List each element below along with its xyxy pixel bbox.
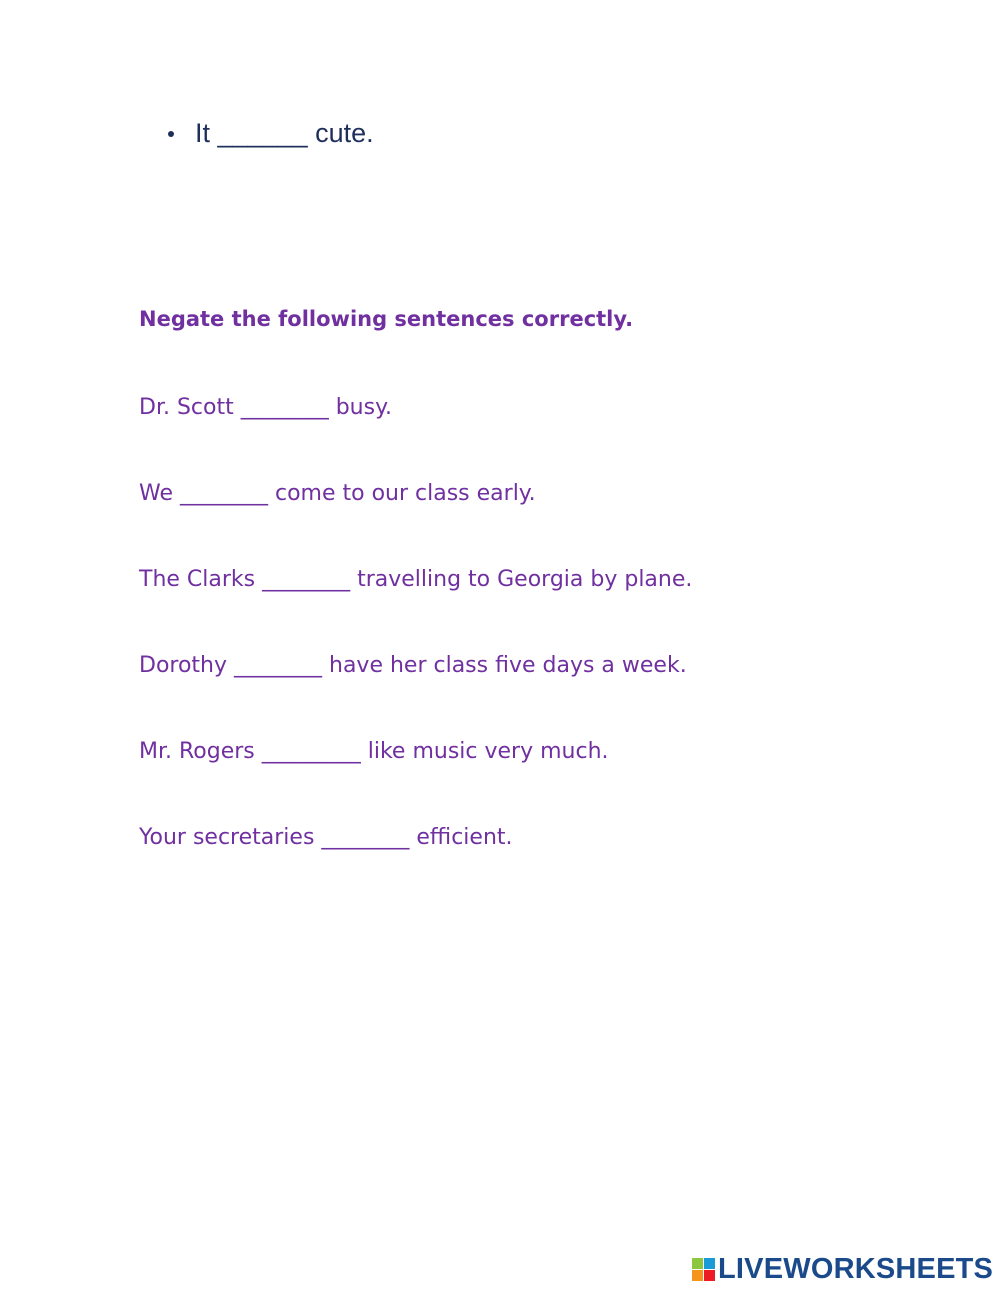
exercise-instruction: Negate the following sentences correctly. — [139, 307, 634, 331]
sentence-item: Mr. Rogers _________ like music very much. — [139, 739, 609, 764]
bullet-list-item — [168, 118, 374, 149]
liveworksheets-logo-icon — [692, 1258, 715, 1281]
sentence-list — [139, 393, 692, 909]
sentence-item: The Clarks ________ travelling to Georgia by plane. — [139, 567, 693, 592]
liveworksheets-logo — [692, 1253, 993, 1285]
logo-block — [704, 1258, 715, 1269]
sentence-item: We ________ come to our class early. — [139, 481, 536, 506]
bullet-dot-icon — [168, 131, 174, 137]
sentence-item: Your secretaries ________ efficient. — [139, 825, 513, 850]
logo-wordmark: LIVEWORKSHEETS — [718, 1252, 994, 1285]
bullet-item-text: It ______ cute. — [195, 118, 374, 148]
logo-block — [692, 1258, 703, 1269]
sentence-item: Dorothy ________ have her class five days a week. — [139, 653, 687, 678]
logo-block — [692, 1270, 703, 1281]
logo-block — [704, 1270, 715, 1281]
sentence-item: Dr. Scott ________ busy. — [139, 395, 392, 420]
